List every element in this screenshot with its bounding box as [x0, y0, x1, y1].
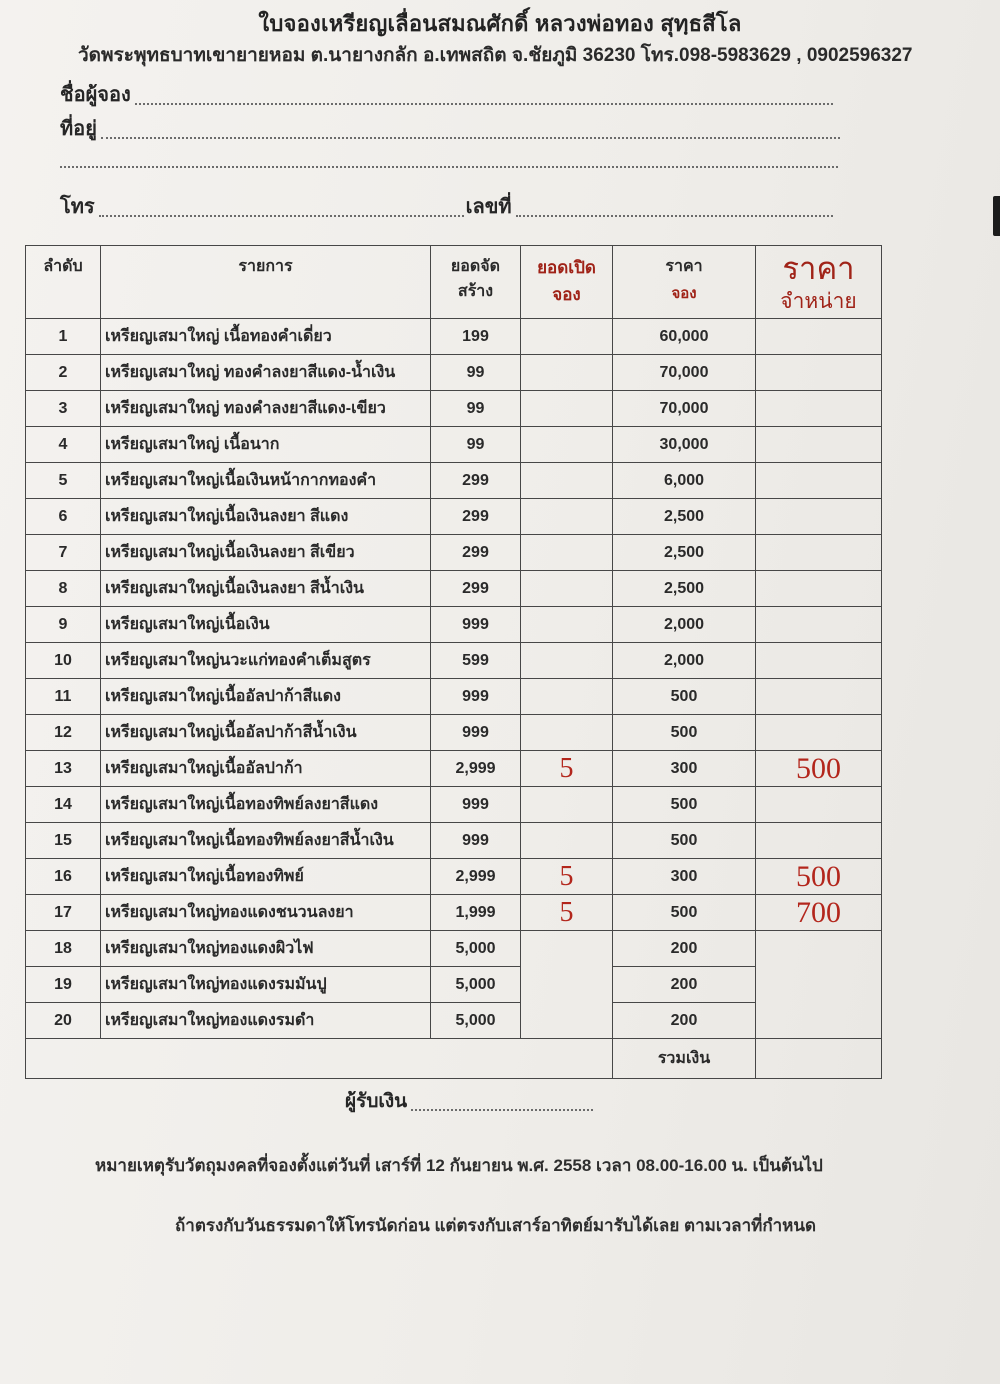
- row-open: [521, 715, 613, 751]
- row-sale: [756, 787, 882, 823]
- header-price-sub-word: จอง: [671, 285, 697, 302]
- row-item: เหรียญเสมาใหญ่ทองแดงรมมันปู: [101, 967, 431, 1003]
- row-price: 70,000: [613, 391, 756, 427]
- row-made: 5,000: [431, 967, 521, 1003]
- row-open: [521, 643, 613, 679]
- total-row-spacer: [26, 1039, 613, 1079]
- row-no: 14: [26, 787, 101, 823]
- row-item: เหรียญเสมาใหญ่เนื้ออัลปาก้าสีน้ำเงิน: [101, 715, 431, 751]
- row-no: 20: [26, 1003, 101, 1039]
- row-made: 299: [431, 535, 521, 571]
- row-no: 10: [26, 643, 101, 679]
- row-no: 7: [26, 535, 101, 571]
- row-made: 599: [431, 643, 521, 679]
- row-no: 18: [26, 931, 101, 967]
- row-item: เหรียญเสมาใหญ่เนื้อทองทิพย์ลงยาสีน้ำเงิน: [101, 823, 431, 859]
- address-blank-line: [101, 137, 840, 139]
- field-address: [60, 112, 842, 144]
- row-made: 1,999: [431, 895, 521, 931]
- row-price: 2,500: [613, 535, 756, 571]
- table-row: [26, 571, 882, 607]
- row-open: [521, 427, 613, 463]
- row-price: 70,000: [613, 355, 756, 391]
- table-row: [26, 319, 882, 355]
- row-sale: [756, 463, 882, 499]
- table-row: [26, 607, 882, 643]
- total-label: รวมเงิน: [613, 1039, 756, 1079]
- row-no: 2: [26, 355, 101, 391]
- row-price: 2,000: [613, 643, 756, 679]
- row-sale: [756, 571, 882, 607]
- row-open: [521, 319, 613, 355]
- row-no: 11: [26, 679, 101, 715]
- row-item: เหรียญเสมาใหญ่เนื้อเงินลงยา สีแดง: [101, 499, 431, 535]
- row-open: [521, 607, 613, 643]
- row-sale: [756, 823, 882, 859]
- note-line-1: หมายเหตุรับวัตถุมงคลที่จองตั้งแต่วันที่ เสาร์ที่ 12 กันยายน พ.ศ. 2558 เวลา 08.00-16.00 น. เป็นต้นไป: [95, 1156, 823, 1175]
- row-open: 5: [521, 859, 613, 895]
- row-made: 999: [431, 607, 521, 643]
- table-row: [26, 823, 882, 859]
- row-open: [521, 355, 613, 391]
- row-no: 8: [26, 571, 101, 607]
- row-sale: [756, 391, 882, 427]
- row-price: 200: [613, 967, 756, 1003]
- table-row: [26, 1003, 882, 1039]
- row-made: 5,000: [431, 1003, 521, 1039]
- row-no: 9: [26, 607, 101, 643]
- row-made: 2,999: [431, 859, 521, 895]
- row-item: เหรียญเสมาใหญ่ทองแดงชนวนลงยา: [101, 895, 431, 931]
- table-row: [26, 967, 882, 1003]
- row-price: 200: [613, 1003, 756, 1039]
- row-price: 2,500: [613, 571, 756, 607]
- row-price: 6,000: [613, 463, 756, 499]
- table-row: [26, 391, 882, 427]
- row-item: เหรียญเสมาใหญ่เนื้อทองทิพย์: [101, 859, 431, 895]
- row-item: เหรียญเสมาใหญ่ เนื้อนาก: [101, 427, 431, 463]
- row-no: 1: [26, 319, 101, 355]
- table-row: [26, 463, 882, 499]
- row-price: 60,000: [613, 319, 756, 355]
- header-sale-sub-word: จำหน่าย: [780, 290, 857, 313]
- table-row: [26, 931, 882, 967]
- row-price: 2,000: [613, 607, 756, 643]
- row-no: 3: [26, 391, 101, 427]
- row-item: เหรียญเสมาใหญ่ ทองคำลงยาสีแดง-น้ำเงิน: [101, 355, 431, 391]
- total-value-cell: [756, 1039, 882, 1079]
- row-no: 13: [26, 751, 101, 787]
- row-no: 12: [26, 715, 101, 751]
- row-open: [521, 499, 613, 535]
- row-no: 15: [26, 823, 101, 859]
- table-header-row: [26, 246, 882, 319]
- row-item: เหรียญเสมาใหญ่เนื้อเงินลงยา สีเขียว: [101, 535, 431, 571]
- row-made: 299: [431, 499, 521, 535]
- table-row: [26, 499, 882, 535]
- phone-blank-line: [99, 215, 464, 217]
- row-no: 17: [26, 895, 101, 931]
- header-sale-word: ราคา: [782, 251, 855, 286]
- row-sale: [756, 535, 882, 571]
- row-price: 2,500: [613, 499, 756, 535]
- row-item: เหรียญเสมาใหญ่เนื้อเงิน: [101, 607, 431, 643]
- row-price: 500: [613, 715, 756, 751]
- number-blank-line: [516, 215, 833, 217]
- header-item: รายการ: [101, 246, 431, 319]
- row-price: 500: [613, 823, 756, 859]
- row-made: 999: [431, 787, 521, 823]
- row-made: 199: [431, 319, 521, 355]
- table-row: [26, 859, 882, 895]
- row-made: 999: [431, 715, 521, 751]
- page-title: ใบจองเหรียญเลื่อนสมณศักดิ์ หลวงพ่อทอง สุทฺธสีโล: [258, 11, 742, 36]
- name-blank-line: [135, 103, 833, 105]
- order-table: [25, 245, 882, 1079]
- row-sale: 700: [756, 895, 882, 931]
- header-sale-price: [756, 246, 882, 319]
- row-item: เหรียญเสมาใหญ่ทองแดงรมดำ: [101, 1003, 431, 1039]
- row-price: 500: [613, 895, 756, 931]
- name-label: ชื่อผู้จอง: [60, 84, 131, 106]
- address-label: ที่อยู่: [60, 118, 97, 140]
- row-sale-merged: [756, 931, 882, 1039]
- scan-artifact: [993, 196, 1000, 236]
- row-open: [521, 679, 613, 715]
- row-sale: [756, 607, 882, 643]
- table-row: [26, 355, 882, 391]
- row-open: [521, 535, 613, 571]
- temple-address-line: วัดพระพุทธบาทเขายายหอม ต.นายางกลัก อ.เทพสถิต จ.ชัยภูมิ 36230 โทร.098-5983629 , 0902596327: [78, 45, 913, 66]
- row-open: [521, 463, 613, 499]
- row-no: 5: [26, 463, 101, 499]
- row-item: เหรียญเสมาใหญ่ ทองคำลงยาสีแดง-เขียว: [101, 391, 431, 427]
- row-no: 4: [26, 427, 101, 463]
- row-open: [521, 823, 613, 859]
- phone-label: โทร: [60, 196, 95, 218]
- row-made: 999: [431, 823, 521, 859]
- row-item: เหรียญเสมาใหญ่ทองแดงผิวไฟ: [101, 931, 431, 967]
- row-sale: [756, 427, 882, 463]
- header-made: ยอดจัดสร้าง: [431, 246, 521, 319]
- row-item: เหรียญเสมาใหญ่เนื้อเงินหน้ากากทองคำ: [101, 463, 431, 499]
- row-price: 500: [613, 679, 756, 715]
- row-no: 6: [26, 499, 101, 535]
- header-open-reservation: ยอดเปิดจอง: [521, 246, 613, 319]
- row-sale: [756, 679, 882, 715]
- row-price: 300: [613, 859, 756, 895]
- row-made: 99: [431, 391, 521, 427]
- field-name: [60, 78, 835, 110]
- row-sale: 500: [756, 859, 882, 895]
- header-reservation-price: [613, 246, 756, 319]
- row-sale: 500: [756, 751, 882, 787]
- table-row: [26, 715, 882, 751]
- field-phone-number: [60, 190, 835, 222]
- row-sale: [756, 715, 882, 751]
- row-open: [521, 787, 613, 823]
- row-made: 5,000: [431, 931, 521, 967]
- row-item: เหรียญเสมาใหญ่เนื้อทองทิพย์ลงยาสีแดง: [101, 787, 431, 823]
- row-price: 30,000: [613, 427, 756, 463]
- field-receiver: [345, 1086, 595, 1116]
- note-line-2: ถ้าตรงกับวันธรรมดาให้โทรนัดก่อน แต่ตรงกับเสาร์อาทิตย์มารับได้เลย ตามเวลาที่กำหนด: [175, 1216, 817, 1235]
- row-sale: [756, 499, 882, 535]
- row-item: เหรียญเสมาใหญ่เนื้อเงินลงยา สีน้ำเงิน: [101, 571, 431, 607]
- table-row: [26, 787, 882, 823]
- row-made: 999: [431, 679, 521, 715]
- row-made: 99: [431, 427, 521, 463]
- row-open: 5: [521, 895, 613, 931]
- table-row: [26, 427, 882, 463]
- table-row: [26, 679, 882, 715]
- row-item: เหรียญเสมาใหญ่ เนื้อทองคำเดี่ยว: [101, 319, 431, 355]
- row-item: เหรียญเสมาใหญ่เนื้ออัลปาก้าสีแดง: [101, 679, 431, 715]
- row-made: 2,999: [431, 751, 521, 787]
- table-row: [26, 751, 882, 787]
- row-made: 299: [431, 571, 521, 607]
- table-row: [26, 535, 882, 571]
- row-price: 300: [613, 751, 756, 787]
- row-sale: [756, 319, 882, 355]
- header-no: ลำดับ: [26, 246, 101, 319]
- receiver-blank-line: [411, 1109, 593, 1111]
- table-row: [26, 895, 882, 931]
- receiver-label: ผู้รับเงิน: [345, 1091, 408, 1112]
- row-price: 500: [613, 787, 756, 823]
- row-sale: [756, 643, 882, 679]
- total-row: [26, 1039, 882, 1079]
- number-label: เลขที่: [465, 196, 512, 218]
- row-no: 19: [26, 967, 101, 1003]
- row-item: เหรียญเสมาใหญ่นวะแก่ทองคำเต็มสูตร: [101, 643, 431, 679]
- row-price: 200: [613, 931, 756, 967]
- row-open: [521, 391, 613, 427]
- row-open: 5: [521, 751, 613, 787]
- row-item: เหรียญเสมาใหญ่เนื้ออัลปาก้า: [101, 751, 431, 787]
- row-no: 16: [26, 859, 101, 895]
- row-open: [521, 571, 613, 607]
- row-made: 99: [431, 355, 521, 391]
- row-open-merged: [521, 931, 613, 1039]
- row-made: 299: [431, 463, 521, 499]
- address-blank-line-2: [60, 166, 838, 168]
- table-row: [26, 643, 882, 679]
- row-sale: [756, 355, 882, 391]
- header-price-word: ราคา: [665, 258, 703, 275]
